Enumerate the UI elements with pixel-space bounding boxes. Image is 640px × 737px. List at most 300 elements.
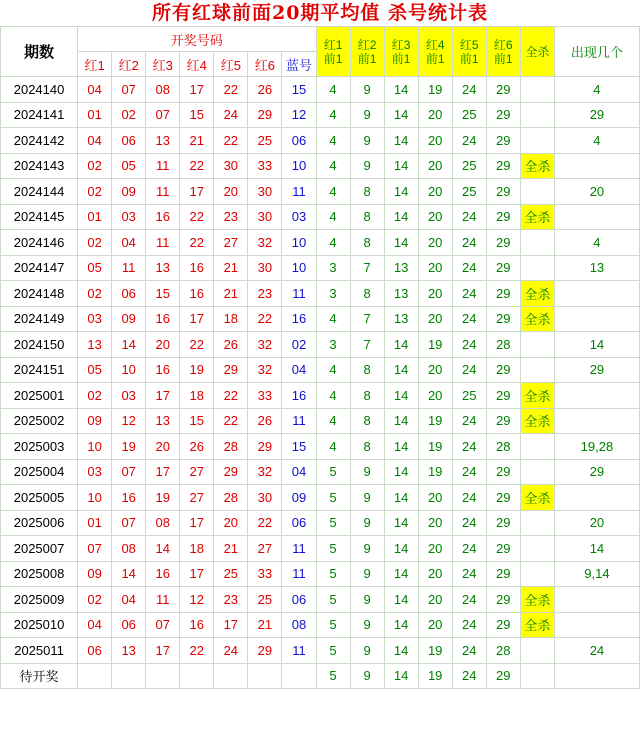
- red-number-cell: 29: [214, 357, 248, 383]
- avg-value-cell: 9: [350, 510, 384, 536]
- avg-value-cell: 19: [418, 663, 452, 689]
- avg-value-cell: 28: [486, 638, 520, 664]
- red-number-cell: 10: [78, 485, 112, 511]
- red-number-cell: 16: [112, 485, 146, 511]
- table-row: [1, 561, 640, 587]
- count-cell: [554, 587, 639, 613]
- table-row: [1, 332, 640, 358]
- period-cell: 2024148: [1, 281, 78, 307]
- count-cell: 13: [554, 255, 639, 281]
- avg-value-cell: 9: [350, 587, 384, 613]
- table-row: [1, 612, 640, 638]
- red-number-cell: 26: [214, 332, 248, 358]
- red-number-cell: 02: [78, 383, 112, 409]
- header-red-3: 红3: [146, 52, 180, 77]
- avg-value-cell: 4: [316, 408, 350, 434]
- red-number-cell: 18: [214, 306, 248, 332]
- red-number-cell: 03: [78, 459, 112, 485]
- red-number-cell: 32: [248, 332, 282, 358]
- red-number-cell: 28: [214, 434, 248, 460]
- red-number-cell: 06: [78, 638, 112, 664]
- avg-value-cell: 29: [486, 485, 520, 511]
- avg-value-cell: 9: [350, 153, 384, 179]
- red-number-cell: 21: [248, 612, 282, 638]
- avg-value-cell: 19: [418, 434, 452, 460]
- all-kill-cell: 全杀: [520, 612, 554, 638]
- red-number-cell: 12: [180, 587, 214, 613]
- period-cell: 2024142: [1, 128, 78, 154]
- header-avg-4: 红4 前1: [418, 27, 452, 77]
- avg-value-cell: 4: [316, 102, 350, 128]
- avg-value-cell: 29: [486, 281, 520, 307]
- red-number-cell: 17: [146, 459, 180, 485]
- blue-number-cell: 11: [282, 561, 316, 587]
- red-number-cell: 04: [78, 612, 112, 638]
- blue-number-cell: 15: [282, 77, 316, 103]
- red-number-cell: 16: [180, 281, 214, 307]
- red-number-cell: 29: [214, 459, 248, 485]
- avg-value-cell: 19: [418, 408, 452, 434]
- red-number-cell: 13: [146, 255, 180, 281]
- red-number-cell: 26: [248, 77, 282, 103]
- avg-value-cell: 4: [316, 77, 350, 103]
- avg-value-cell: 29: [486, 612, 520, 638]
- header-count: 出现几个: [554, 27, 639, 77]
- avg-value-cell: 14: [384, 383, 418, 409]
- avg-value-cell: 9: [350, 536, 384, 562]
- avg-value-cell: 3: [316, 332, 350, 358]
- avg-value-cell: 24: [452, 612, 486, 638]
- avg-value-cell: 14: [384, 638, 418, 664]
- blue-number-cell: 02: [282, 332, 316, 358]
- red-number-cell: 06: [112, 281, 146, 307]
- header-avg-1: 红1 前1: [316, 27, 350, 77]
- avg-value-cell: 29: [486, 510, 520, 536]
- avg-value-cell: 7: [350, 255, 384, 281]
- avg-value-cell: 28: [486, 434, 520, 460]
- red-number-cell: 07: [78, 536, 112, 562]
- red-number-cell: 16: [146, 204, 180, 230]
- avg-value-cell: 4: [316, 128, 350, 154]
- avg-value-cell: 8: [350, 281, 384, 307]
- red-number-cell: 03: [78, 306, 112, 332]
- avg-value-cell: 20: [418, 536, 452, 562]
- red-number-cell: 17: [146, 638, 180, 664]
- avg-value-cell: 5: [316, 587, 350, 613]
- red-number-cell: 26: [248, 408, 282, 434]
- red-number-cell: 29: [248, 638, 282, 664]
- avg-value-cell: 4: [316, 357, 350, 383]
- period-cell: 2025002: [1, 408, 78, 434]
- avg-value-cell: 8: [350, 383, 384, 409]
- period-cell: 2024147: [1, 255, 78, 281]
- header-avg-3: 红3 前1: [384, 27, 418, 77]
- all-kill-cell: [520, 434, 554, 460]
- avg-value-cell: 29: [486, 306, 520, 332]
- avg-value-cell: 20: [418, 357, 452, 383]
- red-number-cell: 26: [180, 434, 214, 460]
- period-cell: 2024144: [1, 179, 78, 205]
- avg-value-cell: 24: [452, 357, 486, 383]
- avg-value-cell: 13: [384, 281, 418, 307]
- count-cell: 9,14: [554, 561, 639, 587]
- table-row: [1, 663, 640, 689]
- table-row: [1, 128, 640, 154]
- red-number-cell: 09: [112, 179, 146, 205]
- red-number-cell: 22: [180, 230, 214, 256]
- count-cell: 24: [554, 638, 639, 664]
- avg-value-cell: 20: [418, 204, 452, 230]
- count-cell: [554, 383, 639, 409]
- avg-value-cell: 14: [384, 204, 418, 230]
- avg-value-cell: 14: [384, 561, 418, 587]
- avg-value-cell: 20: [418, 102, 452, 128]
- table-row: [1, 153, 640, 179]
- red-number-cell: 22: [180, 204, 214, 230]
- blue-number-cell: 03: [282, 204, 316, 230]
- avg-value-cell: 4: [316, 434, 350, 460]
- red-number-cell: 32: [248, 230, 282, 256]
- all-kill-cell: [520, 459, 554, 485]
- avg-value-cell: 4: [316, 179, 350, 205]
- avg-value-cell: 5: [316, 485, 350, 511]
- table-row: [1, 587, 640, 613]
- red-number-cell: 05: [112, 153, 146, 179]
- table-row: [1, 281, 640, 307]
- red-number-cell: 27: [180, 459, 214, 485]
- red-number-cell: 22: [180, 638, 214, 664]
- red-number-cell: [112, 663, 146, 689]
- red-number-cell: 17: [214, 612, 248, 638]
- blue-number-cell: 11: [282, 536, 316, 562]
- red-number-cell: 07: [112, 510, 146, 536]
- red-number-cell: 07: [112, 459, 146, 485]
- avg-value-cell: 24: [452, 485, 486, 511]
- blue-number-cell: 11: [282, 638, 316, 664]
- red-number-cell: 23: [248, 281, 282, 307]
- all-kill-cell: [520, 255, 554, 281]
- red-number-cell: 02: [78, 179, 112, 205]
- table-row: [1, 230, 640, 256]
- red-number-cell: 19: [180, 357, 214, 383]
- avg-value-cell: 5: [316, 536, 350, 562]
- red-number-cell: 25: [248, 128, 282, 154]
- avg-value-cell: 25: [452, 153, 486, 179]
- avg-value-cell: 24: [452, 77, 486, 103]
- red-number-cell: 08: [146, 77, 180, 103]
- red-number-cell: 21: [180, 128, 214, 154]
- all-kill-cell: [520, 357, 554, 383]
- table-row: [1, 485, 640, 511]
- period-cell: 2025004: [1, 459, 78, 485]
- table-row: [1, 536, 640, 562]
- red-number-cell: 22: [214, 128, 248, 154]
- red-number-cell: 10: [78, 434, 112, 460]
- all-kill-cell: [520, 663, 554, 689]
- red-number-cell: 11: [146, 230, 180, 256]
- avg-value-cell: 20: [418, 255, 452, 281]
- red-number-cell: 07: [146, 612, 180, 638]
- avg-value-cell: 9: [350, 612, 384, 638]
- red-number-cell: 22: [180, 332, 214, 358]
- avg-value-cell: 24: [452, 510, 486, 536]
- all-kill-cell: 全杀: [520, 408, 554, 434]
- period-cell: 2025006: [1, 510, 78, 536]
- all-kill-cell: 全杀: [520, 383, 554, 409]
- red-number-cell: 11: [146, 153, 180, 179]
- avg-value-cell: 7: [350, 332, 384, 358]
- red-number-cell: 17: [146, 383, 180, 409]
- avg-value-cell: 24: [452, 306, 486, 332]
- avg-value-cell: 8: [350, 204, 384, 230]
- all-kill-cell: [520, 561, 554, 587]
- header-red-5: 红5: [214, 52, 248, 77]
- red-number-cell: 27: [180, 485, 214, 511]
- red-number-cell: [180, 663, 214, 689]
- period-cell: 2024145: [1, 204, 78, 230]
- table-row: [1, 179, 640, 205]
- avg-value-cell: 29: [486, 459, 520, 485]
- red-number-cell: 16: [146, 357, 180, 383]
- avg-value-cell: 24: [452, 663, 486, 689]
- blue-number-cell: 04: [282, 459, 316, 485]
- red-number-cell: 30: [214, 153, 248, 179]
- all-kill-cell: [520, 179, 554, 205]
- avg-value-cell: 9: [350, 102, 384, 128]
- red-number-cell: 27: [248, 536, 282, 562]
- table-row: [1, 459, 640, 485]
- count-cell: [554, 612, 639, 638]
- red-number-cell: 16: [180, 255, 214, 281]
- red-number-cell: 02: [78, 281, 112, 307]
- red-number-cell: 32: [248, 357, 282, 383]
- red-number-cell: 22: [214, 383, 248, 409]
- all-kill-cell: 全杀: [520, 153, 554, 179]
- red-number-cell: 16: [180, 612, 214, 638]
- table-row: [1, 383, 640, 409]
- avg-value-cell: 5: [316, 459, 350, 485]
- avg-value-cell: 19: [418, 459, 452, 485]
- blue-number-cell: 06: [282, 587, 316, 613]
- header-blue: 蓝号: [282, 52, 316, 77]
- red-number-cell: 17: [180, 306, 214, 332]
- red-number-cell: 13: [112, 638, 146, 664]
- period-cell: 2025003: [1, 434, 78, 460]
- avg-value-cell: 24: [452, 332, 486, 358]
- avg-value-cell: 19: [418, 638, 452, 664]
- avg-value-cell: 24: [452, 536, 486, 562]
- avg-value-cell: 9: [350, 77, 384, 103]
- count-cell: [554, 204, 639, 230]
- count-cell: 19,28: [554, 434, 639, 460]
- avg-value-cell: 14: [384, 408, 418, 434]
- red-number-cell: 09: [78, 561, 112, 587]
- count-cell: 4: [554, 77, 639, 103]
- blue-number-cell: 15: [282, 434, 316, 460]
- blue-number-cell: 10: [282, 255, 316, 281]
- avg-value-cell: 20: [418, 128, 452, 154]
- avg-value-cell: 14: [384, 459, 418, 485]
- count-cell: [554, 153, 639, 179]
- red-number-cell: 23: [214, 204, 248, 230]
- red-number-cell: 14: [112, 561, 146, 587]
- avg-value-cell: 5: [316, 612, 350, 638]
- red-number-cell: 08: [146, 510, 180, 536]
- red-number-cell: 18: [180, 383, 214, 409]
- count-cell: 29: [554, 459, 639, 485]
- table-row: [1, 255, 640, 281]
- header-avg-2: 红2 前1: [350, 27, 384, 77]
- blue-number-cell: 11: [282, 281, 316, 307]
- period-cell: 2024150: [1, 332, 78, 358]
- red-number-cell: 06: [112, 612, 146, 638]
- all-kill-cell: [520, 638, 554, 664]
- period-cell: 2025005: [1, 485, 78, 511]
- avg-value-cell: 19: [418, 332, 452, 358]
- avg-value-cell: 25: [452, 179, 486, 205]
- all-kill-cell: [520, 128, 554, 154]
- header-red-1: 红1: [78, 52, 112, 77]
- avg-value-cell: 29: [486, 408, 520, 434]
- red-number-cell: 29: [248, 102, 282, 128]
- header-avg-6: 红6 前1: [486, 27, 520, 77]
- avg-value-cell: 4: [316, 230, 350, 256]
- avg-value-cell: 14: [384, 510, 418, 536]
- red-number-cell: 24: [214, 102, 248, 128]
- avg-value-cell: 14: [384, 536, 418, 562]
- avg-value-cell: 20: [418, 179, 452, 205]
- blue-number-cell: 10: [282, 230, 316, 256]
- all-kill-cell: [520, 510, 554, 536]
- avg-value-cell: 14: [384, 332, 418, 358]
- count-cell: [554, 408, 639, 434]
- table-row: [1, 102, 640, 128]
- red-number-cell: 12: [112, 408, 146, 434]
- avg-value-cell: 29: [486, 587, 520, 613]
- count-cell: [554, 485, 639, 511]
- red-number-cell: 13: [78, 332, 112, 358]
- avg-value-cell: 14: [384, 612, 418, 638]
- count-cell: 20: [554, 510, 639, 536]
- red-number-cell: 30: [248, 255, 282, 281]
- red-number-cell: [214, 663, 248, 689]
- avg-value-cell: 24: [452, 408, 486, 434]
- red-number-cell: 14: [146, 536, 180, 562]
- red-number-cell: 03: [112, 204, 146, 230]
- avg-value-cell: 5: [316, 663, 350, 689]
- period-cell: 2025009: [1, 587, 78, 613]
- table-row: [1, 638, 640, 664]
- avg-value-cell: 24: [452, 561, 486, 587]
- avg-value-cell: 5: [316, 510, 350, 536]
- avg-value-cell: 9: [350, 561, 384, 587]
- avg-value-cell: 4: [316, 306, 350, 332]
- blue-number-cell: 11: [282, 408, 316, 434]
- avg-value-cell: 29: [486, 663, 520, 689]
- red-number-cell: 16: [146, 561, 180, 587]
- header-red-2: 红2: [112, 52, 146, 77]
- table-row: [1, 77, 640, 103]
- blue-number-cell: [282, 663, 316, 689]
- avg-value-cell: 20: [418, 510, 452, 536]
- red-number-cell: 01: [78, 510, 112, 536]
- table-row: [1, 408, 640, 434]
- period-cell: 2025010: [1, 612, 78, 638]
- avg-value-cell: 29: [486, 255, 520, 281]
- red-number-cell: 02: [78, 587, 112, 613]
- red-number-cell: 07: [112, 77, 146, 103]
- header-avg-5: 红5 前1: [452, 27, 486, 77]
- avg-value-cell: 29: [486, 536, 520, 562]
- red-number-cell: 13: [146, 128, 180, 154]
- table-row: [1, 204, 640, 230]
- red-number-cell: 30: [248, 204, 282, 230]
- avg-value-cell: 8: [350, 434, 384, 460]
- avg-value-cell: 14: [384, 77, 418, 103]
- avg-value-cell: 4: [316, 153, 350, 179]
- blue-number-cell: 09: [282, 485, 316, 511]
- avg-value-cell: 9: [350, 638, 384, 664]
- avg-value-cell: 14: [384, 587, 418, 613]
- red-number-cell: 22: [214, 77, 248, 103]
- avg-value-cell: 8: [350, 230, 384, 256]
- avg-value-cell: 14: [384, 230, 418, 256]
- red-number-cell: 33: [248, 561, 282, 587]
- red-number-cell: 05: [78, 255, 112, 281]
- avg-value-cell: 29: [486, 357, 520, 383]
- count-cell: [554, 663, 639, 689]
- blue-number-cell: 06: [282, 510, 316, 536]
- all-kill-cell: 全杀: [520, 587, 554, 613]
- avg-value-cell: 24: [452, 459, 486, 485]
- red-number-cell: 32: [248, 459, 282, 485]
- red-number-cell: 30: [248, 179, 282, 205]
- red-number-cell: 08: [112, 536, 146, 562]
- avg-value-cell: 8: [350, 357, 384, 383]
- avg-value-cell: 20: [418, 383, 452, 409]
- red-number-cell: 14: [112, 332, 146, 358]
- all-kill-cell: [520, 536, 554, 562]
- red-number-cell: 25: [214, 561, 248, 587]
- avg-value-cell: 14: [384, 128, 418, 154]
- avg-value-cell: 9: [350, 128, 384, 154]
- red-number-cell: 19: [146, 485, 180, 511]
- avg-value-cell: 29: [486, 128, 520, 154]
- blue-number-cell: 16: [282, 383, 316, 409]
- header-red-4: 红4: [180, 52, 214, 77]
- header-period: 期数: [1, 27, 78, 77]
- avg-value-cell: 24: [452, 204, 486, 230]
- red-number-cell: 04: [112, 230, 146, 256]
- red-number-cell: 15: [146, 281, 180, 307]
- period-cell: 2025008: [1, 561, 78, 587]
- avg-value-cell: 14: [384, 153, 418, 179]
- avg-value-cell: 29: [486, 204, 520, 230]
- red-number-cell: 33: [248, 383, 282, 409]
- avg-value-cell: 29: [486, 230, 520, 256]
- red-number-cell: 22: [248, 510, 282, 536]
- avg-value-cell: 25: [452, 383, 486, 409]
- avg-value-cell: 9: [350, 663, 384, 689]
- all-kill-cell: [520, 332, 554, 358]
- red-number-cell: 05: [78, 357, 112, 383]
- red-number-cell: 09: [78, 408, 112, 434]
- red-number-cell: 01: [78, 204, 112, 230]
- red-number-cell: 20: [146, 332, 180, 358]
- period-cell: 2024143: [1, 153, 78, 179]
- red-number-cell: 17: [180, 77, 214, 103]
- avg-value-cell: 4: [316, 204, 350, 230]
